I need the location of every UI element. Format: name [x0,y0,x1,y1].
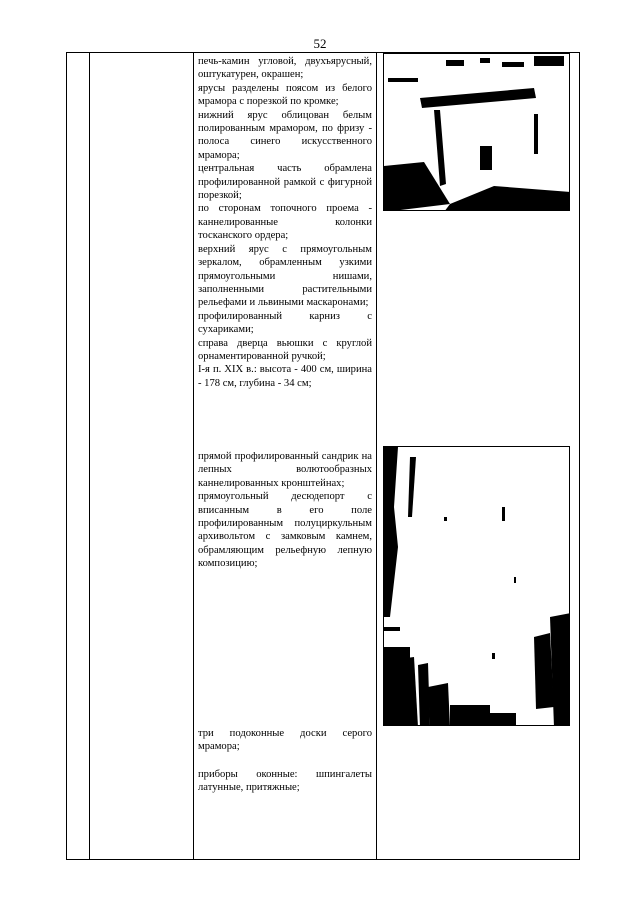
description-line: печь-камин угловой, двухъярусный, оштукатурен, окрашен; [198,56,372,81]
description-line: прямоугольный десюдепорт с вписанным в его поле профилированным полуциркульным архивольтом с замковым камнем, обрамляющим рельефную лепную композицию; [198,491,372,570]
description-line: прямой профилированный сандрик на лепных волютообразных каннелированных кронштейнах; [198,451,372,489]
column-divider [89,53,90,859]
description-line: три подоконные доски серого мрамора; [198,728,372,753]
description-line: ярусы разделены поясом из белого мрамора с порезкой по кромке; [198,82,372,108]
description-line: нижний ярус облицован белым полированным мрамором, по фризу - полоса синего искусственного мрамора; [198,109,372,161]
page-number: 52 [313,36,327,51]
description-line: верхний ярус с прямоугольным зеркалом, обрамленным узкими прямоугольными нишами, заполненными растительными рельефами и львиными маскаронами; [198,243,372,309]
description-window-fittings [198,768,372,795]
description-line: справа дверца вьюшки с круглой орнаментированной ручкой; [198,337,372,362]
fireplace-photo [383,53,570,211]
description-line: центральная часть обрамлена профилированной рамкой с фигурной порезкой; [198,163,372,202]
fireplace-photo-image [384,54,570,211]
description-line: I-я п. XIX в.: высота - 400 см, ширина - 178 см, глубина - 34 см; [198,364,372,389]
description-line: по сторонам топочного проема - каннелированные колонки тосканского ордера; [198,203,372,242]
column-divider [193,53,194,859]
description-window-sills [198,727,372,754]
description-line: приборы оконные: шпингалеты латунные, притяжные; [198,769,372,794]
description-fireplace [198,55,372,390]
doorway-photo-image [384,447,570,726]
doorway-photo [383,446,570,726]
description-doorway [198,450,372,571]
description-line: профилированный карниз с сухариками; [198,310,372,336]
column-divider [376,53,377,859]
